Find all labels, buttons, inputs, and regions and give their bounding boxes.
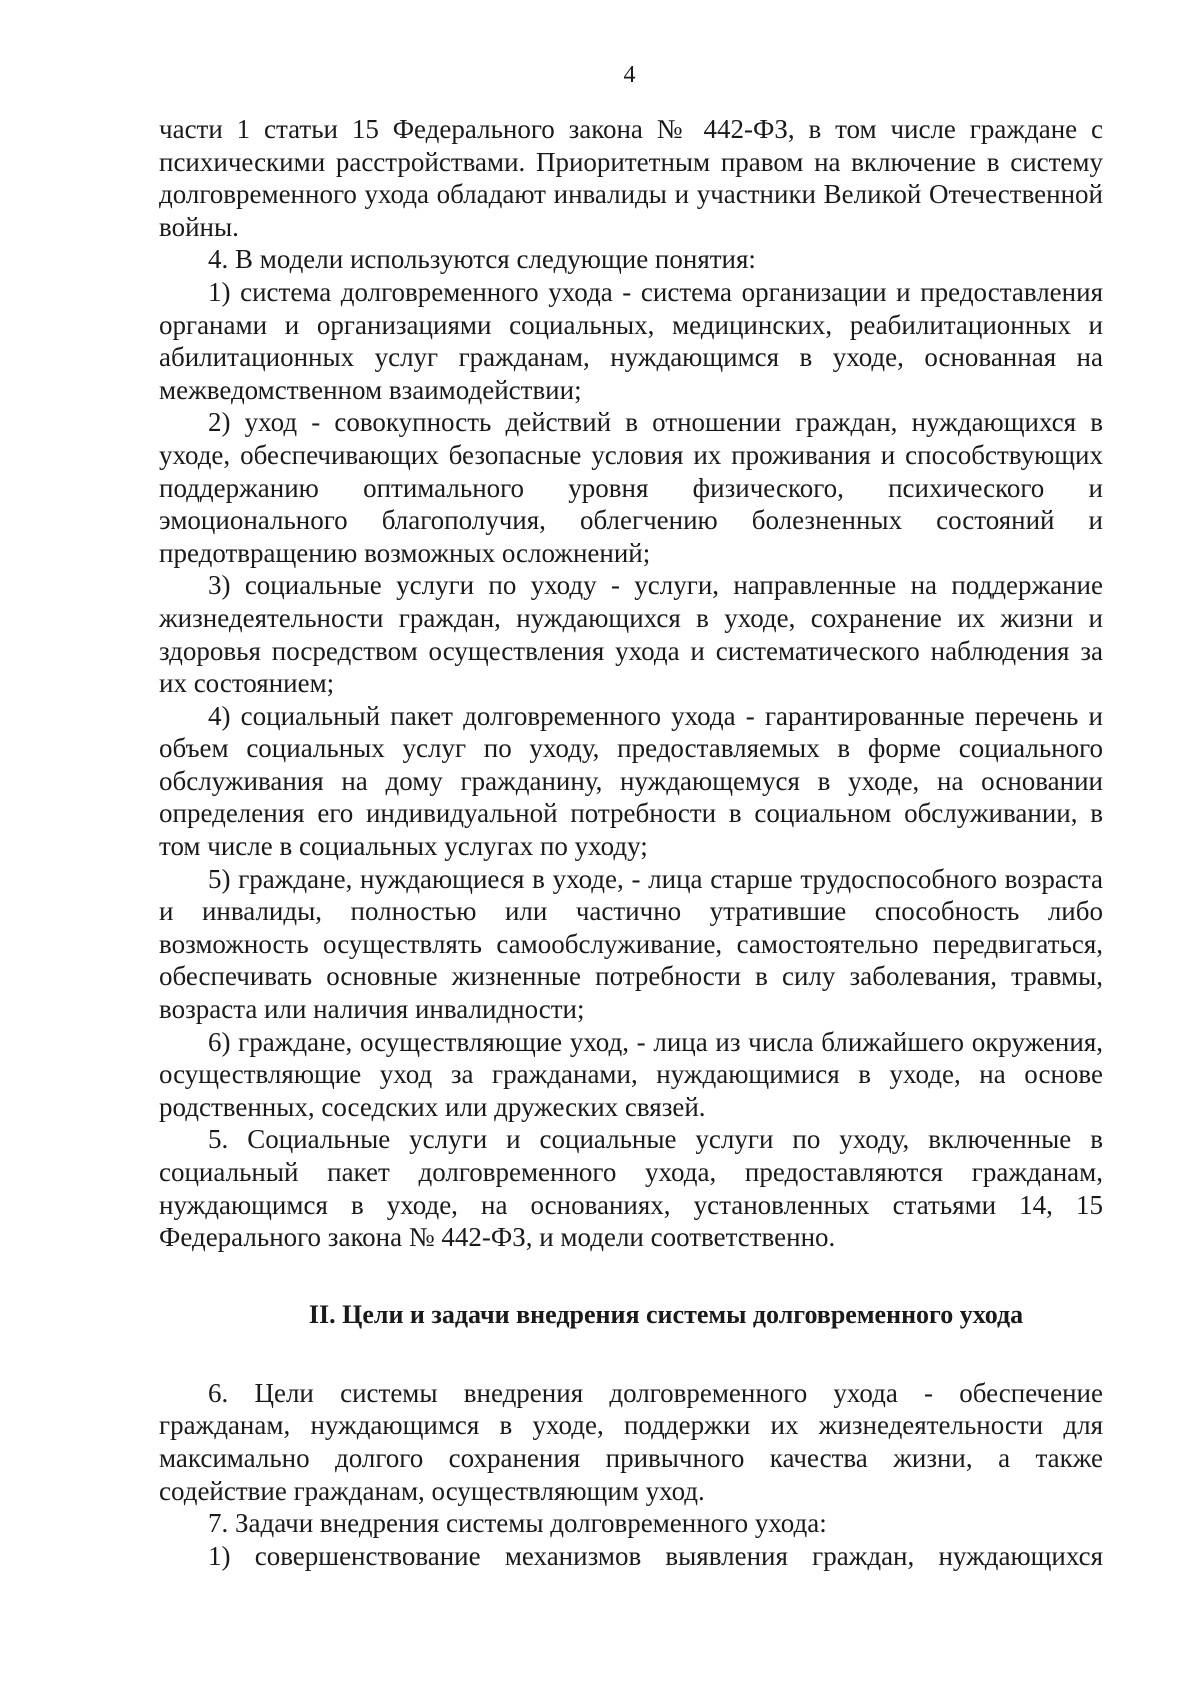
section-heading: II. Цели и задачи внедрения системы долговременного ухода bbox=[308, 1299, 1024, 1329]
page-number: 4 bbox=[623, 62, 636, 88]
paragraph-item-4: 4. В модели используются следующие понятия: bbox=[208, 244, 756, 275]
paragraph-continuation: части 1 статьи 15 Федерального закона № 442-ФЗ, в том числе граждане с психическими расстройствами. Приоритетным правом на включение в систему долговременного ухода обладают инвалиды и участники Великой Отечественной войны. bbox=[159, 114, 1103, 242]
paragraph-definition-2: 2) уход - совокупность действий в отношении граждан, нуждающихся в уходе, обеспечивающих безопасные условия их проживания и способствующих поддержанию оптимального уровня физического, психического и эмоционального благополучия, облегчению болезненных состояний и предотвращению возможных осложнений; bbox=[159, 407, 1103, 568]
paragraph-definition-3: 3) социальные услуги по уходу - услуги, направленные на поддержание жизнедеятельности граждан, нуждающихся в уходе, сохранение их жизни и здоровья посредством осуществления ухода и систематического наблюдения за их состоянием; bbox=[159, 570, 1103, 699]
paragraph-definition-5: 5) граждане, нуждающиеся в уходе, - лица старше трудоспособного возраста и инвалиды, полностью или частично утратившие способность либо возможность осуществлять самообслуживание, самостоятельно передвигаться, обеспечивать основные жизненные потребности в силу заболевания, травмы, возраста или наличия инвалидности; bbox=[159, 863, 1103, 1025]
paragraph-definition-6: 6) граждане, осуществляющие уход, - лица из числа ближайшего окружения, осуществляющие уход за гражданами, нуждающимися в уходе, на основе родственных, соседских или дружеских связей. bbox=[159, 1026, 1103, 1122]
paragraph-definition-4: 4) социальный пакет долговременного ухода - гарантированные перечень и объем социальных услуг по уходу, предоставляемых в форме социального обслуживания на дому гражданину, нуждающемуся в уходе, на основании определения его индивидуальной потребности в социальном обслуживании, в том числе в социальных услугах по уходу; bbox=[159, 700, 1103, 862]
document-body bbox=[159, 113, 1103, 1572]
paragraph-task-1: 1) совершенствование механизмов выявления граждан, нуждающихся bbox=[208, 1540, 1103, 1571]
paragraph-definition-1: 1) система долговременного ухода - система организации и предоставления органами и организациями социальных, медицинских, реабилитационных и абилитационных услуг гражданам, нуждающимся в уходе, основанная на межведомственном взаимодействии; bbox=[159, 276, 1103, 405]
paragraph-item-5: 5. Социальные услуги и социальные услуги по уходу, включенные в социальный пакет долговременного ухода, предоставляются гражданам, нуждающимся в уходе, на основаниях, установленных статьями 14, 15 Федерального закона № 442-ФЗ, и модели соответственно. bbox=[159, 1124, 1103, 1253]
paragraph-item-6: 6. Цели системы внедрения долговременного ухода - обеспечение гражданам, нуждающимся в уходе, поддержки их жизнедеятельности для максимально долгого сохранения привычного качества жизни, а также содействие гражданам, осуществляющим уход. bbox=[159, 1377, 1103, 1506]
paragraph-item-7: 7. Задачи внедрения системы долговременного ухода: bbox=[208, 1508, 827, 1539]
